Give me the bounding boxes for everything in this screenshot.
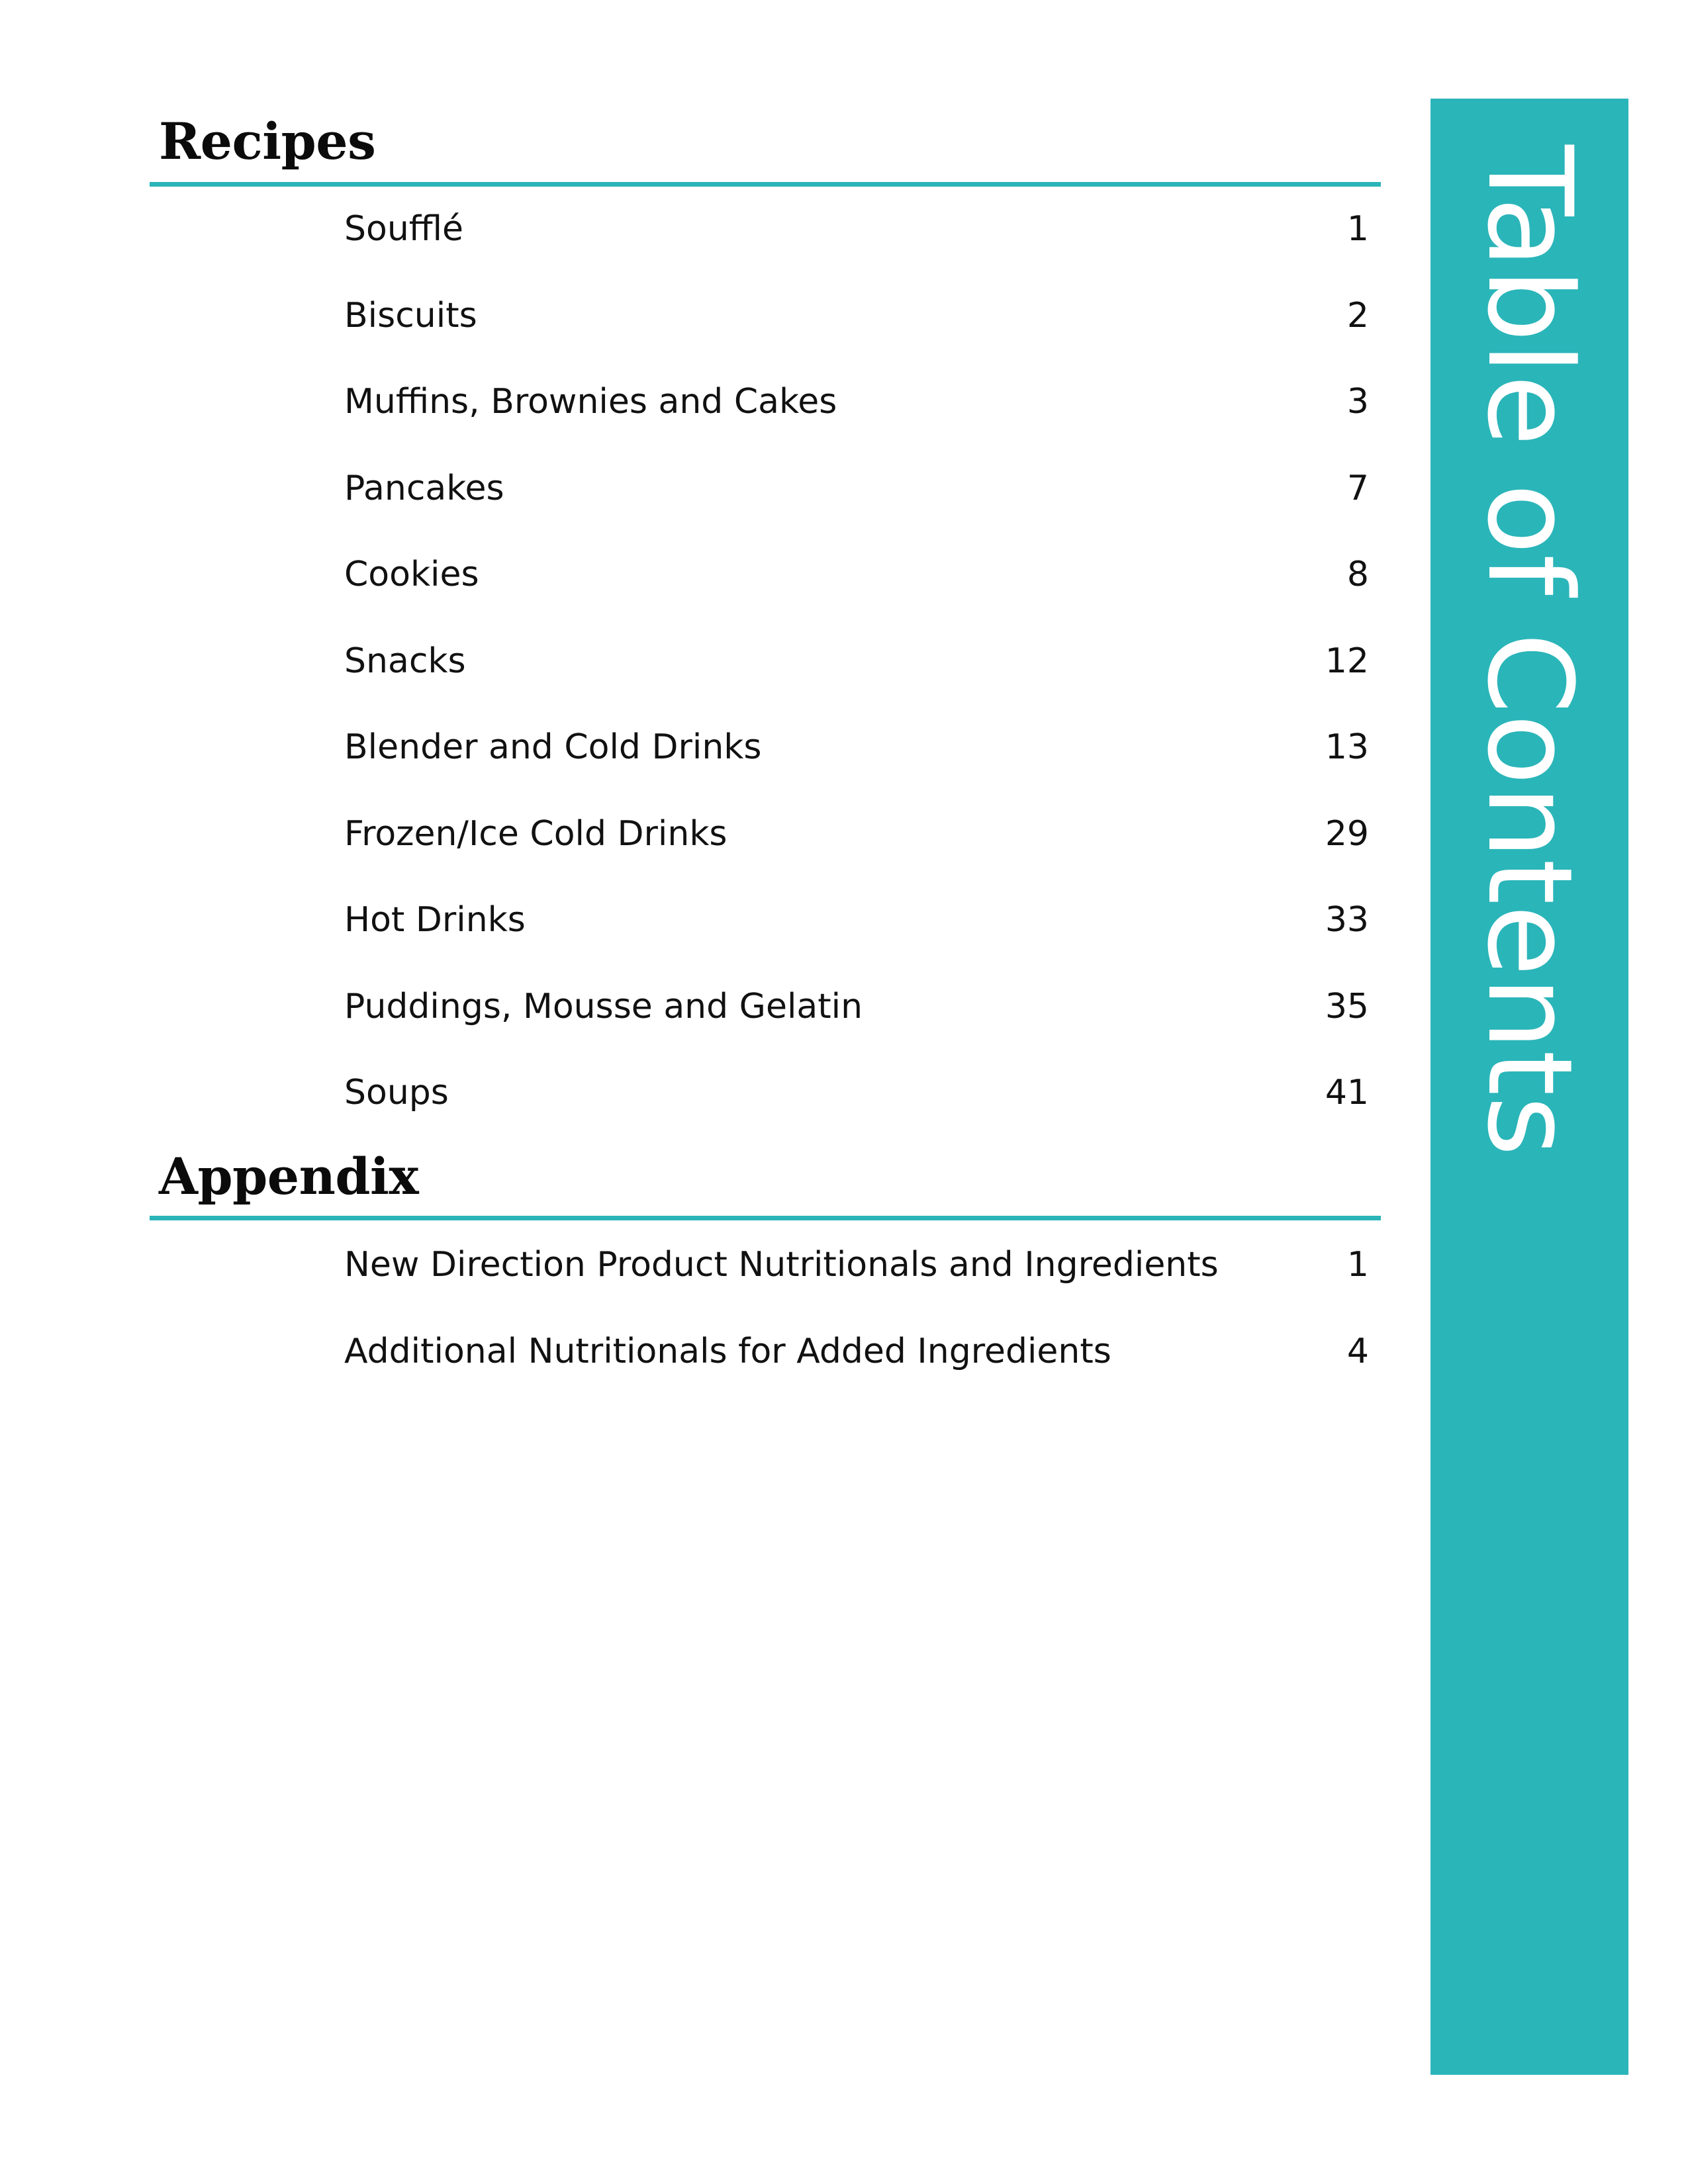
toc-entry-page-number: 3 <box>1346 382 1369 422</box>
toc-entry-page-number: 12 <box>1325 641 1369 681</box>
side-tab-title: Table of Contents <box>1462 145 1597 1157</box>
toc-entry-title[interactable]: Biscuits <box>344 295 477 336</box>
toc-entry-title[interactable]: Additional Nutritionals for Added Ingredients <box>344 1331 1111 1371</box>
toc-entry-title[interactable]: New Direction Product Nutritionals and Ingredients <box>344 1245 1219 1285</box>
side-tab-banner <box>1430 99 1628 2075</box>
toc-entry-page-number: 41 <box>1325 1073 1369 1113</box>
toc-entry-additional-nutritionals[interactable] <box>344 1328 1369 1414</box>
toc-entry-page-number: 35 <box>1325 986 1369 1026</box>
toc-entry-page-number: 29 <box>1325 813 1369 854</box>
section-heading-appendix: Appendix <box>159 1147 419 1206</box>
toc-entry-title[interactable]: Soups <box>344 1073 449 1113</box>
toc-entry-biscuits[interactable] <box>344 292 1369 379</box>
toc-entry-pancakes[interactable] <box>344 465 1369 551</box>
toc-entry-blender-cold-drinks[interactable] <box>344 723 1369 810</box>
toc-list-recipes <box>344 205 1369 1156</box>
toc-entry-page-number: 4 <box>1346 1331 1369 1371</box>
section-divider-recipes <box>150 182 1381 187</box>
toc-entry-page-number: 8 <box>1346 555 1369 594</box>
toc-entry-title[interactable]: Frozen/Ice Cold Drinks <box>344 813 727 854</box>
toc-list-appendix <box>344 1241 1369 1414</box>
section-heading-recipes: Recipes <box>159 112 376 171</box>
section-divider-appendix <box>150 1216 1381 1220</box>
toc-entry-title[interactable]: Cookies <box>344 555 479 594</box>
toc-entry-page-number: 13 <box>1325 727 1369 767</box>
toc-entry-souffle[interactable] <box>344 205 1369 292</box>
toc-entry-frozen-ice-cold-drinks[interactable] <box>344 810 1369 897</box>
toc-entry-title[interactable]: Blender and Cold Drinks <box>344 727 762 767</box>
toc-entry-cookies[interactable] <box>344 551 1369 637</box>
toc-entry-page-number: 1 <box>1346 209 1369 249</box>
toc-entry-page-number: 33 <box>1325 900 1369 940</box>
toc-entry-snacks[interactable] <box>344 637 1369 724</box>
toc-entry-soups[interactable] <box>344 1069 1369 1156</box>
toc-entry-product-nutritionals[interactable] <box>344 1241 1369 1328</box>
toc-entry-hot-drinks[interactable] <box>344 896 1369 983</box>
toc-entry-title[interactable]: Muffins, Brownies and Cakes <box>344 382 837 422</box>
toc-entry-page-number: 2 <box>1346 295 1369 336</box>
toc-entry-page-number: 7 <box>1346 468 1369 508</box>
toc-entry-page-number: 1 <box>1346 1245 1369 1285</box>
toc-entry-title[interactable]: Snacks <box>344 641 466 681</box>
toc-entry-title[interactable]: Pancakes <box>344 468 504 508</box>
toc-entry-muffins-brownies-cakes[interactable] <box>344 378 1369 465</box>
toc-entry-title[interactable]: Soufflé <box>344 209 464 249</box>
toc-entry-puddings-mousse-gelatin[interactable] <box>344 983 1369 1069</box>
toc-entry-title[interactable]: Hot Drinks <box>344 900 526 940</box>
toc-entry-title[interactable]: Puddings, Mousse and Gelatin <box>344 986 863 1026</box>
